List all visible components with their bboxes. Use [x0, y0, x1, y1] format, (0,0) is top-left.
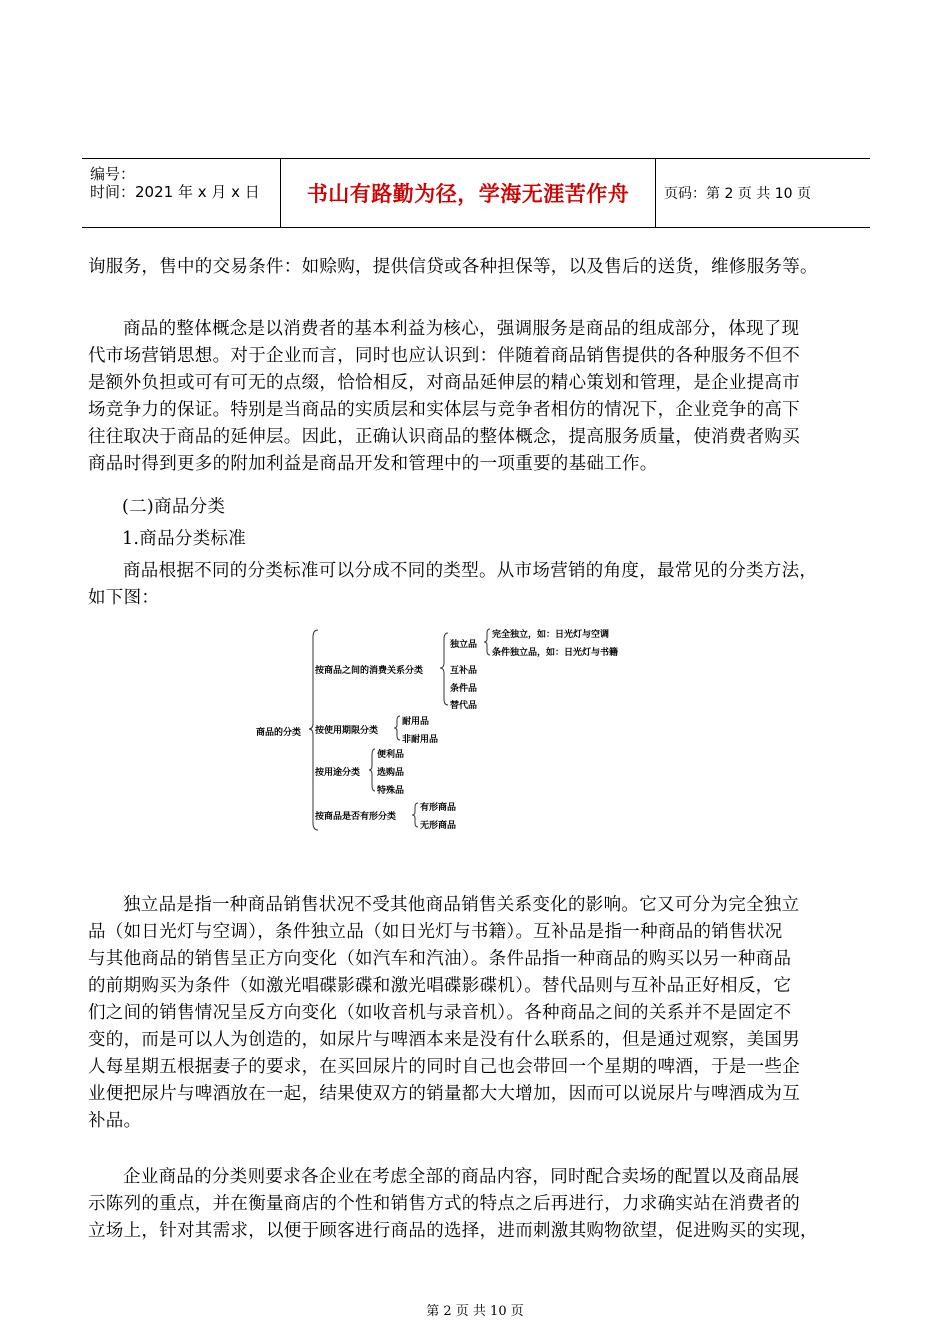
- diagram-branch-4: 按商品是否有形分类: [315, 812, 397, 822]
- diagram-leaf: 无形商品: [420, 821, 457, 831]
- motto-text: 书山有路勤为径，学海无涯苦作舟: [306, 182, 630, 206]
- diagram-leaf: 互补品: [450, 666, 478, 676]
- diagram-branch-2: 按使用期限分类: [315, 726, 379, 736]
- text-line: 补品。: [88, 1111, 142, 1131]
- text-line: 们之间的销售情况呈反方向变化（如收音机与录音机）。各种商品之间的关系并不是固定不: [88, 1003, 792, 1023]
- text-line: 代市场营销思想。对于企业而言，同时也应认识到：伴随着商品销售提供的各种服务不但不: [88, 346, 800, 366]
- subsection-heading: [122, 526, 922, 553]
- paragraph-3: [88, 892, 888, 1135]
- header-left-cell: [82, 159, 281, 227]
- text-line: 独立品是指一种商品销售状况不受其他商品销售关系变化的影响。它又可分为完全独立: [123, 895, 800, 915]
- text-line: 询服务，售中的交易条件：如赊购，提供信贷或各种担保等，以及售后的送货，维修服务等。: [88, 257, 818, 277]
- diagram-leaf-sub: 条件独立品，如：日光灯与书籍: [492, 648, 619, 658]
- paragraph-0: [88, 254, 888, 281]
- diagram-leaf: 选购品: [377, 768, 405, 778]
- text-line: 是额外负担或可有可无的点缀，恰恰相反，对商品延伸层的精心策划和管理，是企业提高市: [88, 373, 800, 393]
- text-line: 商品根据不同的分类标准可以分成不同的类型。从市场营销的角度，最常见的分类方法，: [123, 561, 818, 581]
- text-line: 人每星期五根据妻子的要求，在买回尿片的同时自己也会带回一个星期的啤酒，于是一些企: [88, 1057, 800, 1077]
- classification-diagram: [250, 625, 670, 835]
- text-line: 的前期购买为条件（如激光唱碟影碟和激光唱碟影碟机）。替代品则与互补品正好相反，它: [88, 976, 792, 996]
- diagram-leaf: 有形商品: [420, 803, 457, 813]
- text-line: 商品的整体概念是以消费者的基本利益为核心，强调服务是商品的组成部分，体现了现: [123, 319, 800, 339]
- page-code: 页码：第 2 页 共 10 页: [664, 186, 811, 202]
- text-line: 立场上，针对其需求，以便于顾客进行商品的选择，进而刺激其购物欲望，促进购买的实现，: [88, 1221, 818, 1241]
- text-line: 如下图：: [88, 588, 160, 608]
- diagram-root: 商品的分类: [256, 728, 302, 738]
- text-line: 示陈列的重点，并在衡量商店的个性和销售方式的特点之后再进行，力求确实站在消费者的: [88, 1194, 800, 1214]
- paragraph-2: [88, 558, 888, 612]
- header-table: [82, 158, 870, 228]
- diagram-leaf: 替代品: [450, 701, 478, 711]
- header-motto-cell: [281, 159, 656, 227]
- text-line: 与其他商品的销售呈正方向变化（如汽车和汽油）。条件品指一种商品的购买以另一种商品: [88, 949, 792, 969]
- text-line: 往往取决于商品的延伸层。因此，正确认识商品的整体概念，提高服务质量，使消费者购买: [88, 427, 800, 447]
- text-line: 企业商品的分类则要求各企业在考虑全部的商品内容，同时配合卖场的配置以及商品展: [123, 1167, 800, 1187]
- subsection-title: 1.商品分类标准: [122, 529, 247, 549]
- diagram-branch-1: 按商品之间的消费关系分类: [315, 666, 424, 676]
- diagram-leaf: 条件品: [450, 684, 478, 694]
- diagram-leaf: 非耐用品: [402, 735, 439, 745]
- header-page-cell: [656, 159, 870, 227]
- paragraph-1: [88, 316, 888, 478]
- page-footer: 第 2 页 共 10 页: [426, 1304, 524, 1319]
- doc-time-label: 时间：2021 年 x 月 x 日: [90, 183, 260, 201]
- diagram-leaf-sub: 完全独立，如：日光灯与空调: [492, 630, 610, 640]
- text-line: 变的，而是可以人为创造的，如尿片与啤酒本来是没有什么联系的，但是通过观察，美国男: [88, 1030, 800, 1050]
- paragraph-4: [88, 1164, 888, 1245]
- diagram-leaf: 独立品: [450, 640, 478, 650]
- diagram-leaf: 耐用品: [402, 717, 430, 727]
- diagram-leaf: 便利品: [377, 750, 405, 760]
- diagram-leaf: 特殊品: [377, 786, 405, 796]
- text-line: 场竞争力的保证。特别是当商品的实质层和实体层与竞争者相仿的情况下，企业竞争的高下: [88, 400, 800, 420]
- doc-number-label: 编号：: [90, 165, 136, 183]
- text-line: 业便把尿片与啤酒放在一起，结果使双方的销量都大大增加，因而可以说尿片与啤酒成为互: [88, 1084, 800, 1104]
- diagram-branch-3: 按用途分类: [315, 768, 361, 778]
- section-title: (二)商品分类: [122, 497, 226, 517]
- text-line: 品（如日光灯与空调），条件独立品（如日光灯与书籍）。互补品是指一种商品的销售状况: [88, 922, 783, 942]
- text-line: 商品时得到更多的附加利益是商品开发和管理中的一项重要的基础工作。: [88, 454, 658, 474]
- section-heading: [122, 494, 922, 521]
